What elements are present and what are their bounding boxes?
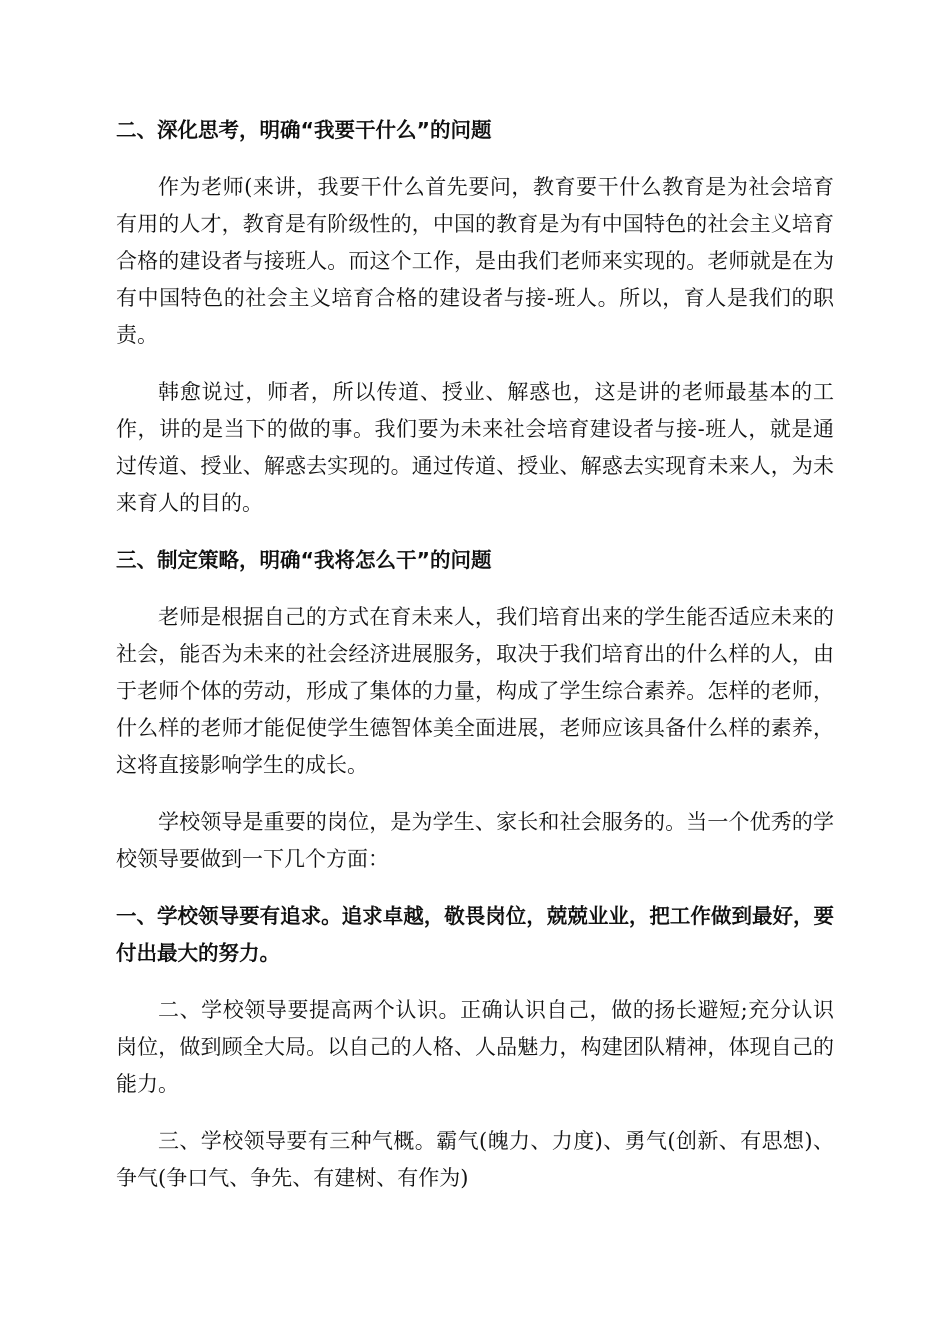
paragraph-1: 作为老师(来讲，我要干什么首先要问，教育要干什么教育是为社会培育有用的人才，教育是有阶级性的，中国的教育是为有中国特色的社会主义培育合格的建设者与接班人。而这个工作，是由我们老师来实现的。老师就是在为有中国特色的社会主义培育合格的建设者与接-班人。所以，育人是我们的职责。 [116,175,834,347]
paragraph-5: 二、学校领导要提高两个认识。正确认识自己，做的扬长避短;充分认识岗位，做到顾全大局。以自己的人格、人品魅力，构建团队精神，体现自己的能力。 [116,998,834,1096]
paragraph-2: 韩愈说过，师者，所以传道、授业、解惑也，这是讲的老师最基本的工作，讲的是当下的做的事。我们要为未来社会培育建设者与接-班人，就是通过传道、授业、解惑去实现的。通过传道、授业、解惑去实现育未来人，为未来育人的目的。 [116,380,834,515]
paragraph-6: 三、学校领导要有三种气概。霸气(魄力、力度)、勇气(创新、有思想)、争气(争口气、争先、有建树、有作为) [116,1129,834,1190]
section-heading-3: 三、制定策略，明确“我将怎么干”的问题 [116,548,492,572]
document-page [116,112,834,1217]
paragraph-3: 老师是根据自己的方式在育未来人，我们培育出来的学生能否适应未来的社会，能否为未来的社会经济进展服务，取决于我们培育出的什么样的人，由于老师个体的劳动，形成了集体的力量，构成了学生综合素养。怎样的老师，什么样的老师才能促使学生德智体美全面进展，老师应该具备什么样的素养，这将直接影响学生的成长。 [116,605,834,777]
paragraph-4: 学校领导是重要的岗位，是为学生、家长和社会服务的。当一个优秀的学校领导要做到一下几个方面： [116,810,834,871]
bold-point-1: 一、学校领导要有追求。追求卓越，敬畏岗位，兢兢业业，把工作做到最好，要付出最大的努力。 [116,904,834,965]
section-heading-2: 二、深化思考，明确“我要干什么”的问题 [116,118,492,142]
